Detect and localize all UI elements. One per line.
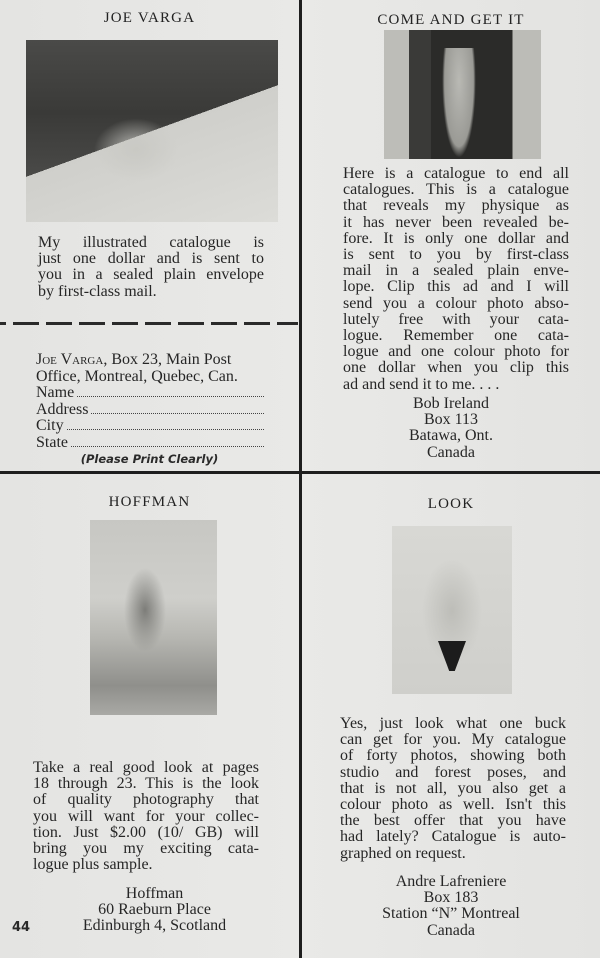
name-field[interactable]: Name	[36, 385, 264, 402]
ad-title: LOOK	[427, 496, 475, 512]
ad-andre-lafreniere	[302, 474, 600, 958]
ad-photo	[384, 30, 541, 159]
coupon-address-line-2: Office, Montreal, Quebec, Can.	[36, 367, 238, 385]
ad-title: HOFFMAN	[108, 494, 191, 510]
address-field[interactable]: Address	[36, 402, 264, 419]
ad-bob-ireland	[302, 0, 600, 471]
ad-body: Here is a catalogue to end all catalogues. This is a catalogue that reveals my physique as it has never been revealed be- fore. It is only one dollar and is sent to you by first-class mail in a sealed plain enve- lope. Clip this ad and I will send you a colour photo abso- lutely free with your cata- logue. Remember one cata- logue and one colour photo for one dollar when you clip this ad and send it to me. . . .	[343, 165, 569, 393]
ad-address: Andre Lafreniere Box 183 Station “N” Montreal Canada	[382, 873, 520, 939]
ad-title: JOE VARGA	[103, 10, 196, 26]
ad-photo	[392, 526, 512, 694]
city-field[interactable]: City	[36, 418, 264, 435]
print-clearly-note: (Please Print Clearly)	[80, 452, 219, 466]
ad-body: Yes, just look what one buck can get for you. My catalogue of forty photos, showing both studio and forest poses, and that is not all, you also get a colour photo as well. Isn't this the best offer that you have had lately? Catalogue is auto- graphed on request.	[340, 715, 566, 862]
coupon-address-line-1: Joe Varga, Box 23, Main Post	[36, 351, 232, 368]
ad-hoffman	[0, 474, 299, 958]
ad-body: My illustrated catalogue is just one dollar and is sent to you in a sealed plain envelope by first-class mail.	[38, 234, 264, 300]
ad-body: Take a real good look at pages 18 through 23. This is the look of quality photography that you will want for your collec- tion. Just $2.00 (10/ GB) will bring you my exciting cata- logue plus sample.	[33, 759, 259, 874]
ad-address: Bob Ireland Box 113 Batawa, Ont. Canada	[409, 395, 493, 461]
order-coupon	[36, 352, 264, 451]
ad-photo	[90, 520, 217, 715]
ad-address: Hoffman 60 Raeburn Place Edinburgh 4, Scotland	[82, 885, 227, 935]
ad-title: COME AND GET IT	[377, 12, 525, 28]
page-number: 44	[12, 920, 31, 935]
ad-photo	[26, 40, 278, 222]
state-field[interactable]: State	[36, 435, 264, 452]
cut-line	[0, 322, 298, 325]
